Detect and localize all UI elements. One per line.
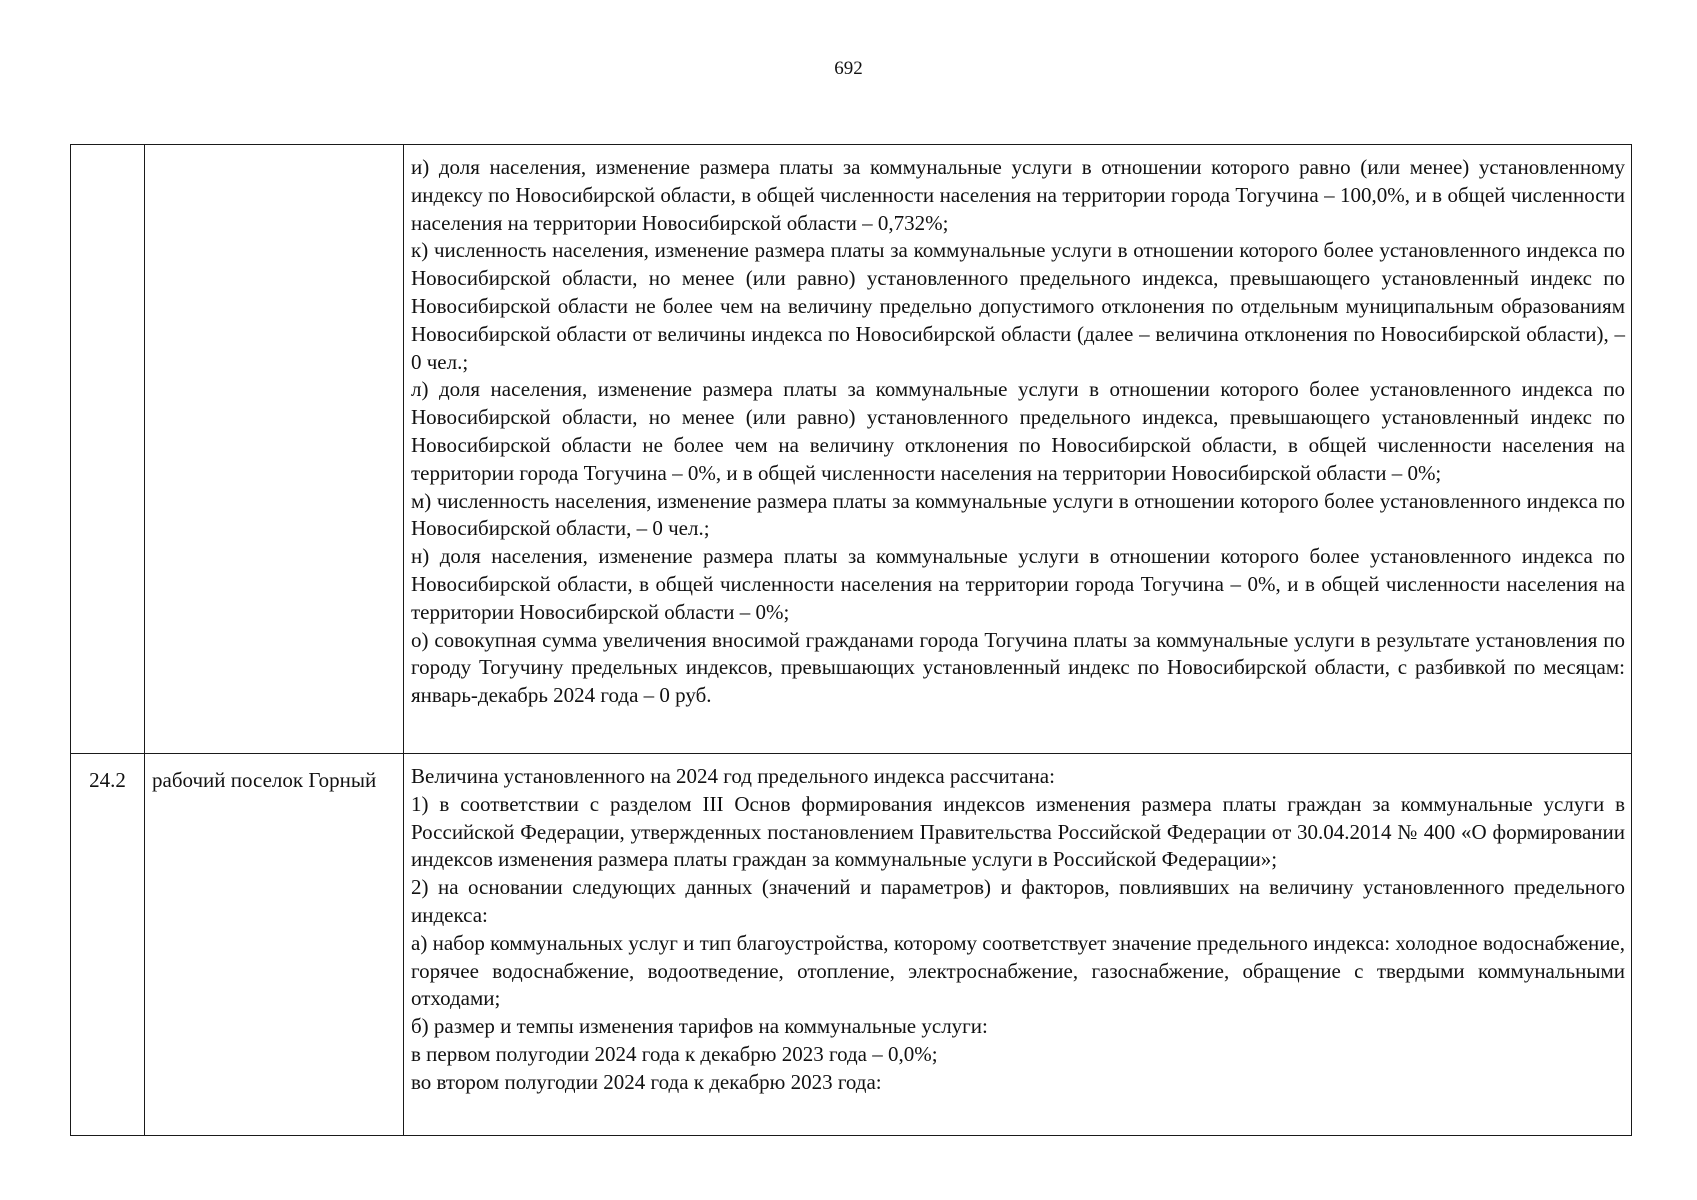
paragraph: б) размер и темпы изменения тарифов на коммунальные услуги: [411,1014,988,1039]
table-row [71,145,1632,754]
paragraph: 2) на основании следующих данных (значений и параметров) и факторов, повлиявших на величину установленного предельного индекса: [411,875,1625,927]
paragraph: Величина установленного на 2024 год предельного индекса рассчитана: [411,764,1055,788]
description-cell [404,145,1632,754]
paragraph: в первом полугодии 2024 года к декабрю 2023 года – 0,0%; [411,1041,938,1066]
paragraph: м) численность населения, изменение размера платы за коммунальные услуги в отношении которого более установленного индекса по Новосибирской области, – 0 чел.; [411,488,1625,541]
paragraph: во втором полугодии 2024 года к декабрю 2023 года: [411,1069,882,1094]
row-number-cell: 24.2 [71,754,145,1136]
municipality-name-cell: рабочий поселок Горный [145,754,404,1136]
description-cell [404,754,1632,1136]
paragraph: к) численность населения, изменение размера платы за коммунальные услуги в отношении которого более установленного индекса по Новосибирской области, но менее (или равно) установленного предельного индекса, превышающего установленный индекс по Новосибирской области не более чем на величину предельно допустимого отклонения по отдельным муниципальным образованиям Новосибирской области от величины индекса по Новосибирской области (далее – величина отклонения по Новосибирской области), – 0 чел.; [411,238,1625,374]
page-number: 692 [834,58,863,79]
table-row [71,754,1632,1136]
paragraph: л) доля населения, изменение размера платы за коммунальные услуги в отношении которого более установленного индекса по Новосибирской области, но менее (или равно) установленного предельного индекса, превышающего установленный индекс по Новосибирской области не более чем на величину отклонения по Новосибирской области, в общей численности населения на территории города Тогучина – 0%, и в общей численности населения на территории Новосибирской области – 0%; [411,377,1625,485]
row-number-cell [71,145,145,754]
municipality-name-cell [145,145,404,754]
paragraph: н) доля населения, изменение размера платы за коммунальные услуги в отношении которого более установленного индекса по Новосибирской области, в общей численности населения на территории города Тогучина – 0%, и в общей численности населения на территории Новосибирской области – 0%; [411,544,1625,624]
paragraph: а) набор коммунальных услуг и тип благоустройства, которому соответствует значение предельного индекса: холодное водоснабжение, горячее водоснабжение, водоотведение, отопление, электроснабжение, газоснабжение, обращение с твердыми коммунальными отходами; [411,930,1625,1011]
document-table [70,144,1632,1136]
paragraph: о) совокупная сумма увеличения вносимой гражданами города Тогучина платы за коммунальные услуги в результате установления по городу Тогучину предельных индексов, превышающих установленный индекс по Новосибирской области, с разбивкой по месяцам: январь-декабрь 2024 года – 0 руб. [411,627,1625,708]
paragraph: 1) в соответствии с разделом III Основ формирования индексов изменения размера платы граждан за коммунальные услуги в Российской Федерации, утвержденных постановлением Правительства Российской Федерации от 30.04.2014 № 400 «О формировании индексов изменения размера платы граждан за коммунальные услуги в Российской Федерации»; [411,791,1625,872]
paragraph: и) доля населения, изменение размера платы за коммунальные услуги в отношении которого равно (или менее) установленному индексу по Новосибирской области, в общей численности населения на территории города Тогучина – 100,0%, и в общей численности населения на территории Новосибирской области – 0,732%; [411,155,1625,235]
